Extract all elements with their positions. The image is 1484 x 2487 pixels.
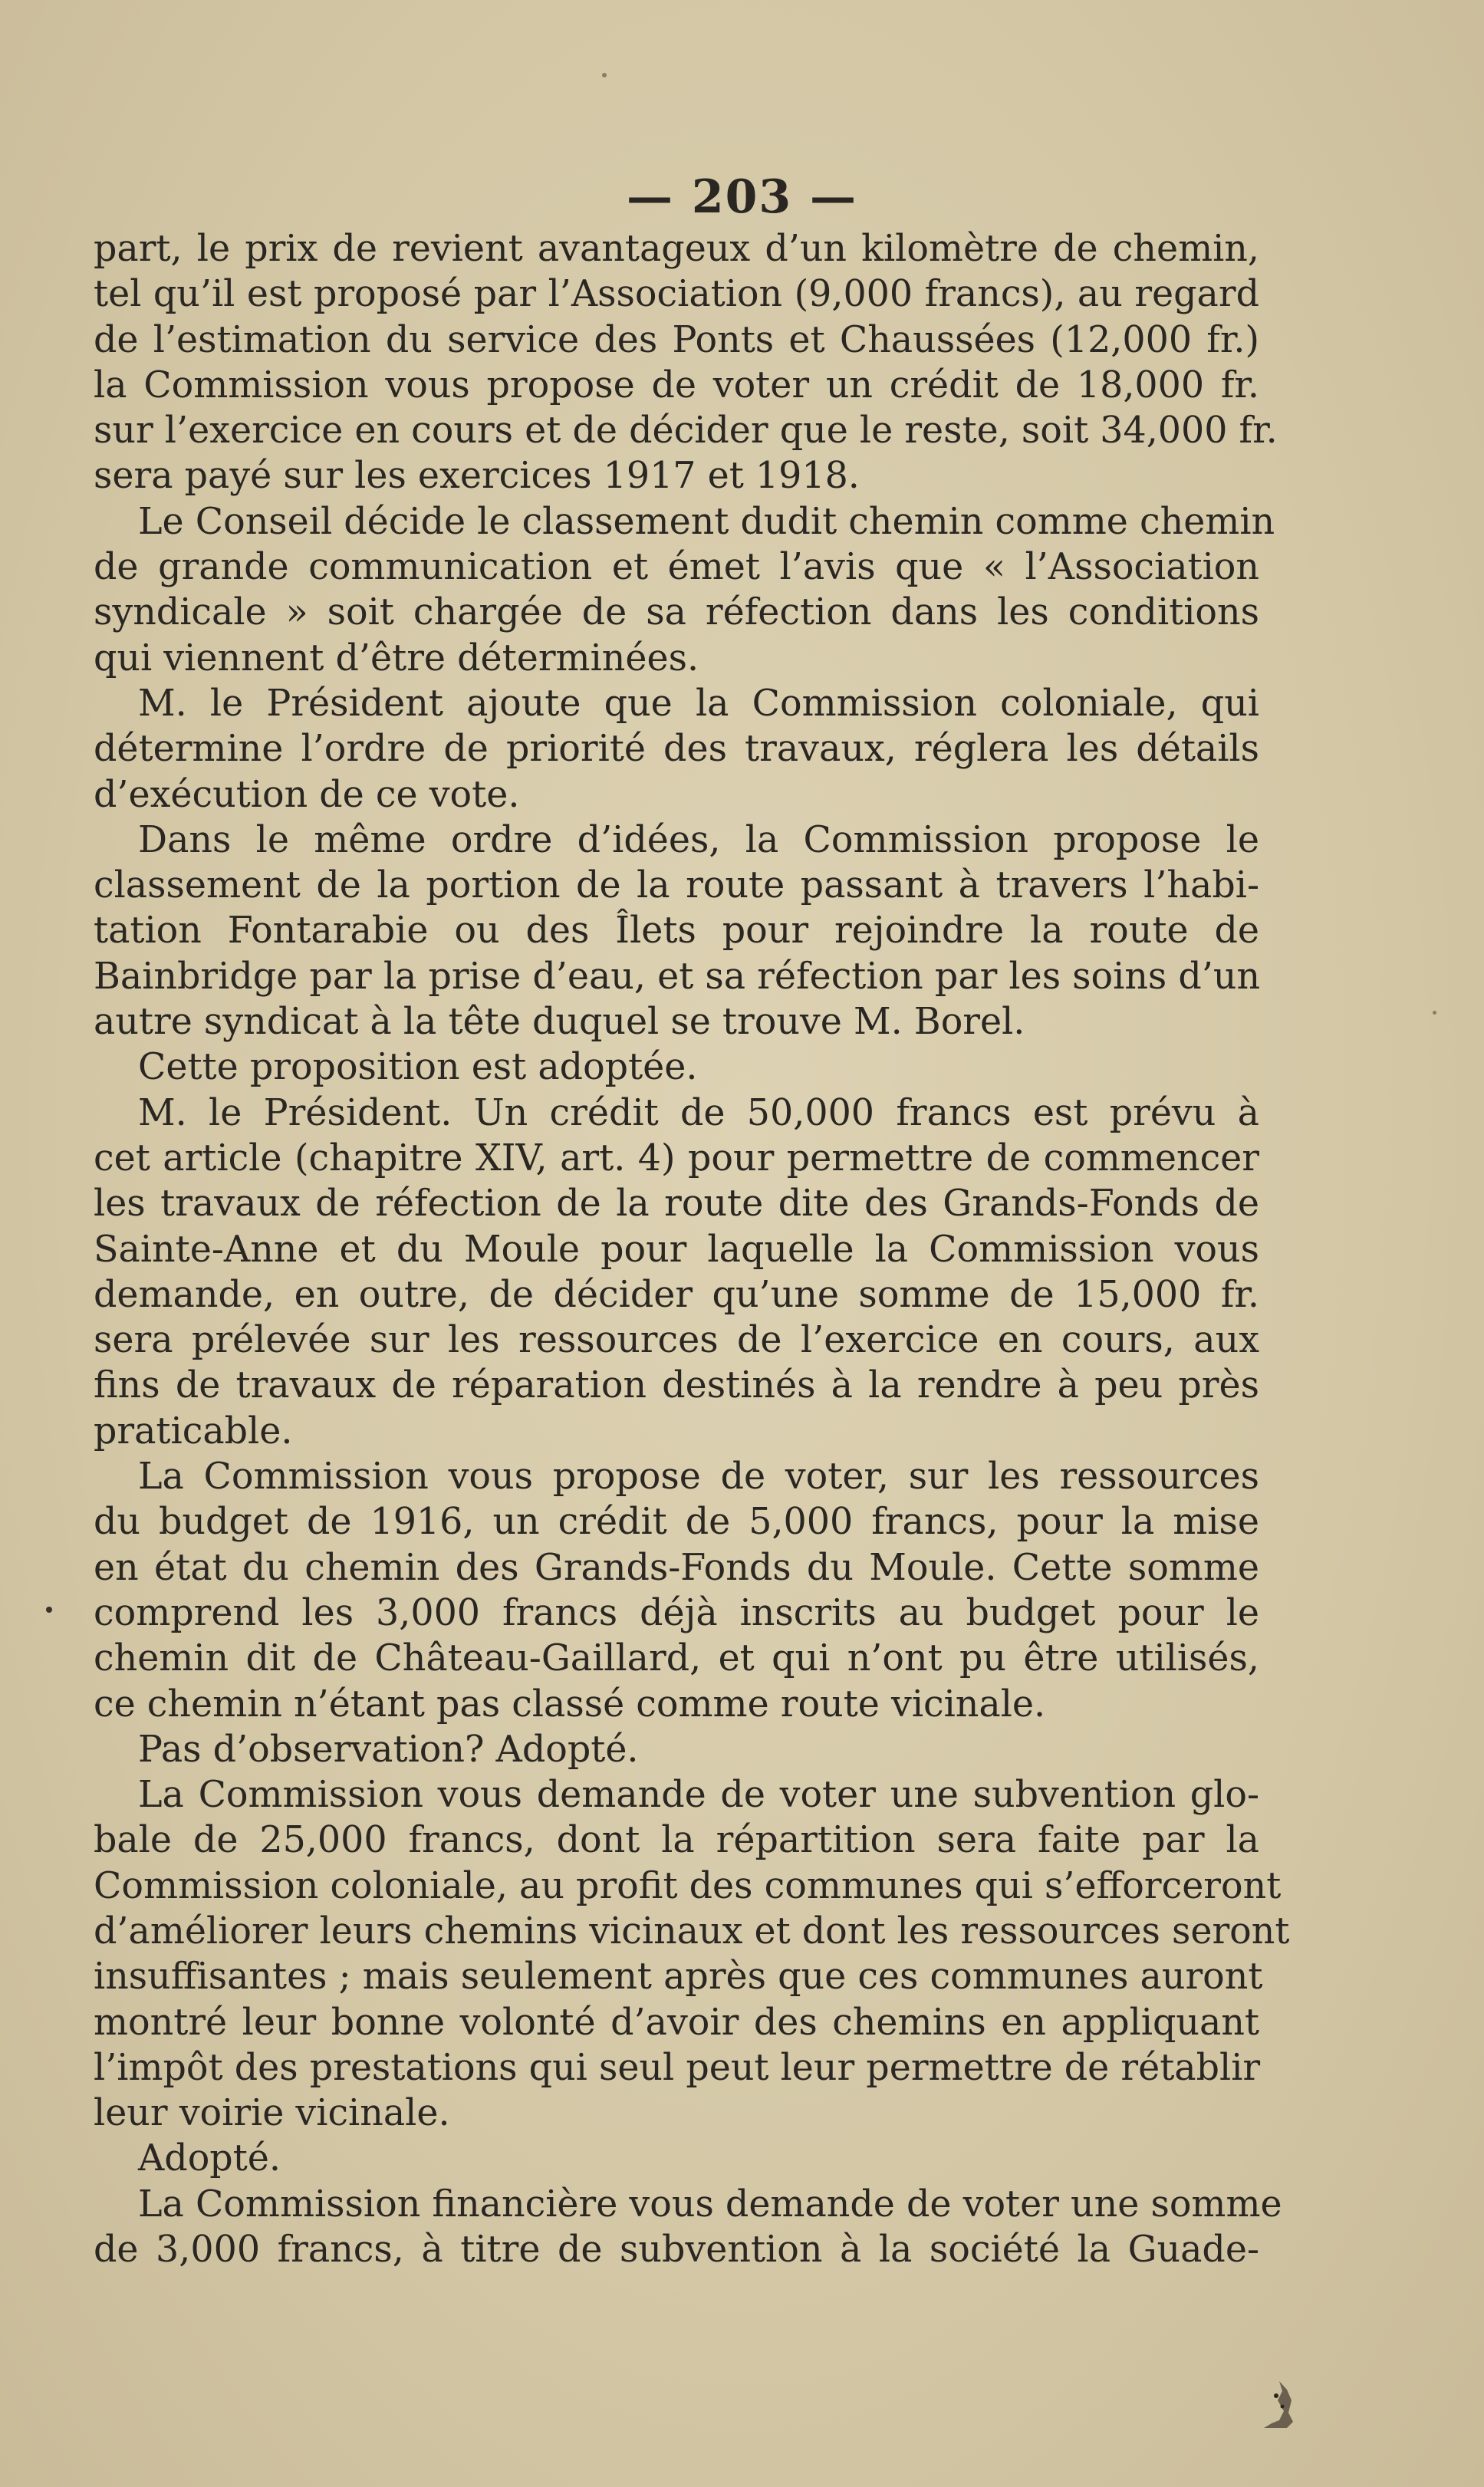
text-line: Le Conseil décide le classement dudit chemin comme chemin: [138, 500, 1275, 543]
text-line: leur voirie vicinale.: [94, 2092, 450, 2135]
text-line: M. le Président. Un crédit de 50,000 francs est prévu à: [138, 1091, 1259, 1134]
text-line: tation Fontarabie ou des Îlets pour rejoindre la route de: [94, 910, 1259, 952]
text-line: Cette proposition est adoptée.: [138, 1046, 698, 1089]
text-line: la Commission vous propose de voter un crédit de 18,000 fr.: [94, 364, 1259, 406]
text-line: La Commission vous propose de voter, sur les ressources: [138, 1456, 1259, 1498]
text-line: autre syndicat à la tête duquel se trouve M. Borel.: [94, 1001, 1025, 1044]
text-line: fins de travaux de réparation destinés à la rendre à peu près: [94, 1364, 1259, 1407]
text-line: sur l’exercice en cours et de décider que le reste, soit 34,000 fr.: [94, 410, 1278, 452]
text-line: part, le prix de revient avantageux d’un kilomètre de chemin,: [94, 228, 1259, 270]
text-line: tel qu’il est proposé par l’Association (9,000 francs), au regard: [94, 273, 1259, 316]
text-line: de 3,000 francs, à titre de subvention à la société la Guade-: [94, 2229, 1259, 2272]
text-line: classement de la portion de la route passant à travers l’habi-: [94, 864, 1259, 907]
text-line: en état du chemin des Grands-Fonds du Moule. Cette somme: [94, 1546, 1259, 1589]
text-line: chemin dit de Château-Gaillard, et qui n’ont pu être utilisés,: [94, 1637, 1259, 1680]
text-line: détermine l’ordre de priorité des travaux, réglera les détails: [94, 728, 1259, 771]
text-line: Adopté.: [138, 2137, 281, 2180]
text-line: Bainbridge par la prise d’eau, et sa réfection par les soins d’un: [94, 955, 1261, 998]
text-line: sera prélevée sur les ressources de l’exercice en cours, aux: [94, 1319, 1259, 1362]
text-line: demande, en outre, de décider qu’une somme de 15,000 fr.: [94, 1273, 1259, 1316]
text-line: M. le Président ajoute que la Commission coloniale, qui: [138, 682, 1259, 725]
text-line: Sainte-Anne et du Moule pour laquelle la Commission vous: [94, 1228, 1259, 1271]
text-line: d’améliorer leurs chemins vicinaux et dont les ressources seront: [94, 1910, 1290, 1952]
paper-speck: [1433, 1011, 1436, 1015]
library-stamp-icon: [1249, 2377, 1302, 2431]
text-line: Dans le même ordre d’idées, la Commission propose le: [138, 818, 1259, 861]
text-line: bale de 25,000 francs, dont la répartition sera faite par la: [94, 1819, 1259, 1862]
text-line: les travaux de réfection de la route dite des Grands-Fonds de: [94, 1183, 1259, 1225]
text-line: Pas d’observation? Adopté.: [138, 1728, 639, 1771]
paper-speck: [46, 1607, 52, 1613]
text-line: comprend les 3,000 francs déjà inscrits au budget pour le: [94, 1591, 1259, 1634]
text-line: d’exécution de ce vote.: [94, 773, 520, 816]
paper-speck: [602, 73, 607, 77]
text-line: qui viennent d’être déterminées.: [94, 637, 699, 679]
text-line: Commission coloniale, au profit des communes qui s’efforceront: [94, 1864, 1282, 1907]
text-line: montré leur bonne volonté d’avoir des chemins en appliquant: [94, 2001, 1259, 2044]
text-line: praticable.: [94, 1410, 293, 1452]
text-line: de grande communication et émet l’avis que « l’Association: [94, 546, 1259, 589]
text-line: l’impôt des prestations qui seul peut leur permettre de rétablir: [94, 2046, 1261, 2089]
body-text: [94, 226, 1290, 2272]
text-line: du budget de 1916, un crédit de 5,000 francs, pour la mise: [94, 1501, 1259, 1544]
text-line: La Commission financière vous demande de voter une somme: [138, 2183, 1282, 2225]
page-number: — 203 —: [626, 170, 858, 224]
text-line: ce chemin n’étant pas classé comme route vicinale.: [94, 1683, 1046, 1725]
text-line: cet article (chapitre XIV, art. 4) pour permettre de commencer: [94, 1137, 1259, 1179]
text-line: syndicale » soit chargée de sa réfection dans les conditions: [94, 591, 1259, 634]
text-line: La Commission vous demande de voter une subvention glo-: [138, 1774, 1259, 1817]
text-line: sera payé sur les exercices 1917 et 1918.: [94, 455, 860, 498]
text-line: insuffisantes ; mais seulement après que ces communes auront: [94, 1956, 1263, 1998]
text-line: de l’estimation du service des Ponts et Chaussées (12,000 fr.): [94, 318, 1259, 361]
